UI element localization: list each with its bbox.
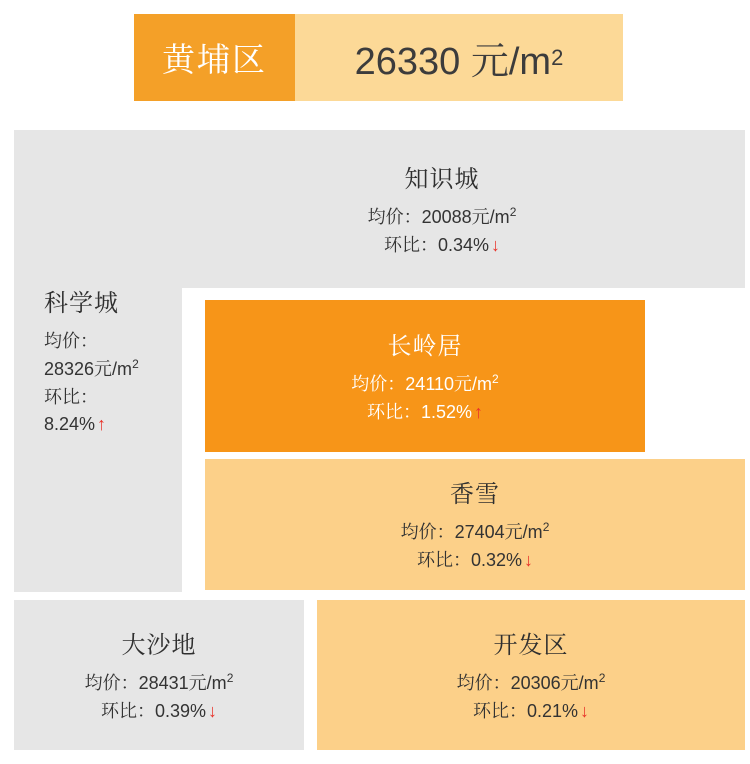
- block-name: 知识城: [404, 165, 480, 193]
- block-avg-price: [368, 204, 517, 232]
- block-avg-label: 均价：20088元/m: [367, 206, 510, 227]
- block-mom-label: 环比：1.52%: [366, 401, 473, 422]
- block-avg-price: [85, 670, 234, 698]
- block-kaifaqu: [317, 600, 745, 750]
- block-mom-label: 环比：0.32%: [416, 550, 523, 570]
- block-avg-price: [401, 519, 550, 547]
- district-price-text: 26330 元/m: [354, 41, 552, 83]
- block-name: 长岭居: [387, 332, 463, 360]
- block-avg-sup: 2: [132, 356, 139, 371]
- block-avg-price: [351, 371, 498, 399]
- block-zhishicheng: [139, 130, 745, 288]
- block-name: 开发区: [493, 631, 569, 659]
- block-avg-price: [44, 356, 139, 384]
- block-mom: [384, 232, 500, 260]
- arrow-down-icon: ↓: [491, 234, 501, 255]
- block-avg-value: 28326元/m: [44, 358, 133, 379]
- block-avg-label-line: 均价：: [44, 330, 98, 351]
- block-name: 科学城: [44, 289, 119, 317]
- district-tag: 黄埔区: [134, 14, 295, 101]
- block-mom-label: 环比：0.39%: [100, 700, 207, 721]
- block-mom: [417, 547, 533, 575]
- block-mom: [473, 698, 589, 726]
- block-mom-label: 环比：0.34%: [383, 234, 490, 255]
- arrow-down-icon: ↓: [208, 700, 218, 721]
- block-name: 香雪: [450, 481, 500, 509]
- block-avg-sup: 2: [509, 204, 517, 219]
- block-changlingju: [205, 300, 645, 452]
- block-avg-label: 均价：27404元/m: [400, 522, 543, 543]
- block-avg-sup: 2: [542, 520, 550, 535]
- block-kexuecheng: [14, 130, 182, 592]
- arrow-down-icon: ↓: [580, 700, 590, 721]
- arrow-up-icon: ↑: [474, 401, 484, 422]
- block-avg-sup: 2: [226, 670, 234, 685]
- arrow-down-icon: ↓: [524, 550, 534, 570]
- block-xiangxue: [205, 459, 745, 590]
- block-mom-label: 环比：0.21%: [472, 700, 579, 721]
- block-mom: [101, 698, 217, 726]
- block-name: 大沙地: [121, 631, 197, 659]
- block-mom-value: 8.24%: [44, 414, 96, 435]
- district-price: 26330 元/m 2: [295, 14, 623, 101]
- arrow-up-icon: ↑: [97, 414, 107, 435]
- block-mom: [44, 411, 106, 439]
- block-avg-sup: 2: [492, 371, 499, 386]
- header-bar: [134, 14, 623, 101]
- block-avg-sup: 2: [598, 670, 606, 685]
- block-mom: [367, 399, 483, 427]
- block-avg-label: 均价：24110元/m: [351, 373, 493, 394]
- block-avg-label: 均价：20306元/m: [456, 672, 599, 693]
- block-avg-label: 均价：28431元/m: [84, 672, 227, 693]
- block-mom-label-line: 环比：: [44, 386, 98, 407]
- block-dashadi: [14, 600, 304, 750]
- block-avg-price: [457, 670, 606, 698]
